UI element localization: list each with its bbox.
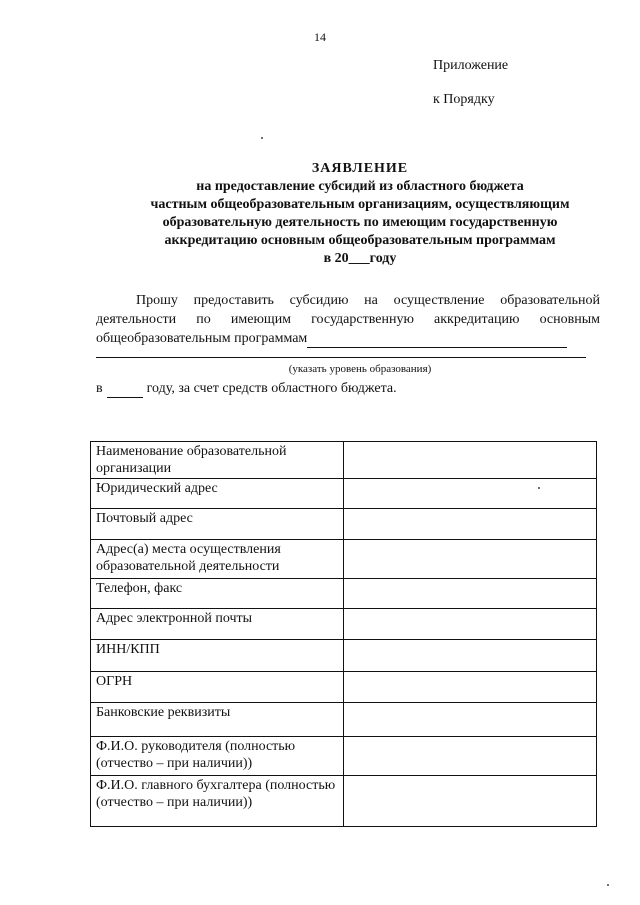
table-row [91, 737, 597, 776]
education-level-line[interactable] [96, 357, 586, 358]
table-row [91, 479, 597, 509]
page-number: 14 [314, 30, 326, 44]
organization-info-table [90, 441, 597, 827]
field-label: Адрес(а) места осуществления образовательной деятельности [91, 540, 344, 579]
field-value[interactable] [343, 640, 596, 672]
document-heading [80, 160, 640, 268]
heading-line: на предоставление субсидий из областного бюджета [196, 179, 524, 194]
table-row [91, 509, 597, 540]
field-label: Почтовый адрес [91, 509, 344, 540]
year-prefix: в [96, 381, 103, 396]
scan-speck [538, 487, 540, 489]
field-label: Банковские реквизиты [91, 703, 344, 737]
field-label: Ф.И.О. главного бухгалтера (полностью (отчество – при наличии)) [91, 776, 344, 827]
field-label: ИНН/КПП [91, 640, 344, 672]
table-row [91, 609, 597, 640]
heading-line: образовательную деятельность по имеющим государственную [162, 215, 558, 230]
year-suffix: году, за счет средств областного бюджета. [146, 381, 397, 396]
field-value[interactable] [343, 479, 596, 509]
request-paragraph-end [96, 329, 600, 348]
field-value[interactable] [343, 509, 596, 540]
appendix-reference: к Порядку [433, 92, 495, 107]
table-row [91, 579, 597, 609]
request-paragraph: Прошу предоставить субсидию на осуществление образовательной деятельности по имеющим государственную аккредитацию основным [96, 293, 600, 327]
field-value[interactable] [343, 540, 596, 579]
heading-year-line: в 20___году [323, 251, 397, 266]
document-title: ЗАЯВЛЕНИЕ [311, 161, 409, 176]
appendix-label: Приложение [433, 58, 509, 73]
year-line [96, 379, 600, 398]
field-label: Наименование образовательной организации [91, 442, 344, 479]
table-row [91, 640, 597, 672]
table-row [91, 442, 597, 479]
field-value[interactable] [343, 579, 596, 609]
scan-speck [607, 884, 609, 886]
field-label: ОГРН [91, 672, 344, 703]
field-label: Юридический адрес [91, 479, 344, 509]
education-level-hint: (указать уровень образования) [288, 363, 432, 375]
table-row [91, 703, 597, 737]
field-value[interactable] [343, 737, 596, 776]
scan-speck [261, 137, 263, 139]
table-row [91, 540, 597, 579]
field-label: Ф.И.О. руководителя (полностью (отчество – при наличии)) [91, 737, 344, 776]
field-value[interactable] [343, 776, 596, 827]
field-value[interactable] [343, 672, 596, 703]
programs-text: общеобразовательным программам [96, 331, 308, 346]
field-value[interactable] [343, 609, 596, 640]
year-field[interactable] [107, 384, 143, 398]
table-row [91, 672, 597, 703]
heading-line: аккредитацию основным общеобразовательным программам [164, 233, 556, 248]
table-row [91, 776, 597, 827]
field-label: Адрес электронной почты [91, 609, 344, 640]
heading-line: частным общеобразовательным организациям, осуществляющим [150, 197, 570, 212]
field-label: Телефон, факс [91, 579, 344, 609]
field-value[interactable] [343, 442, 596, 479]
field-value[interactable] [343, 703, 596, 737]
education-level-field[interactable] [307, 333, 567, 348]
